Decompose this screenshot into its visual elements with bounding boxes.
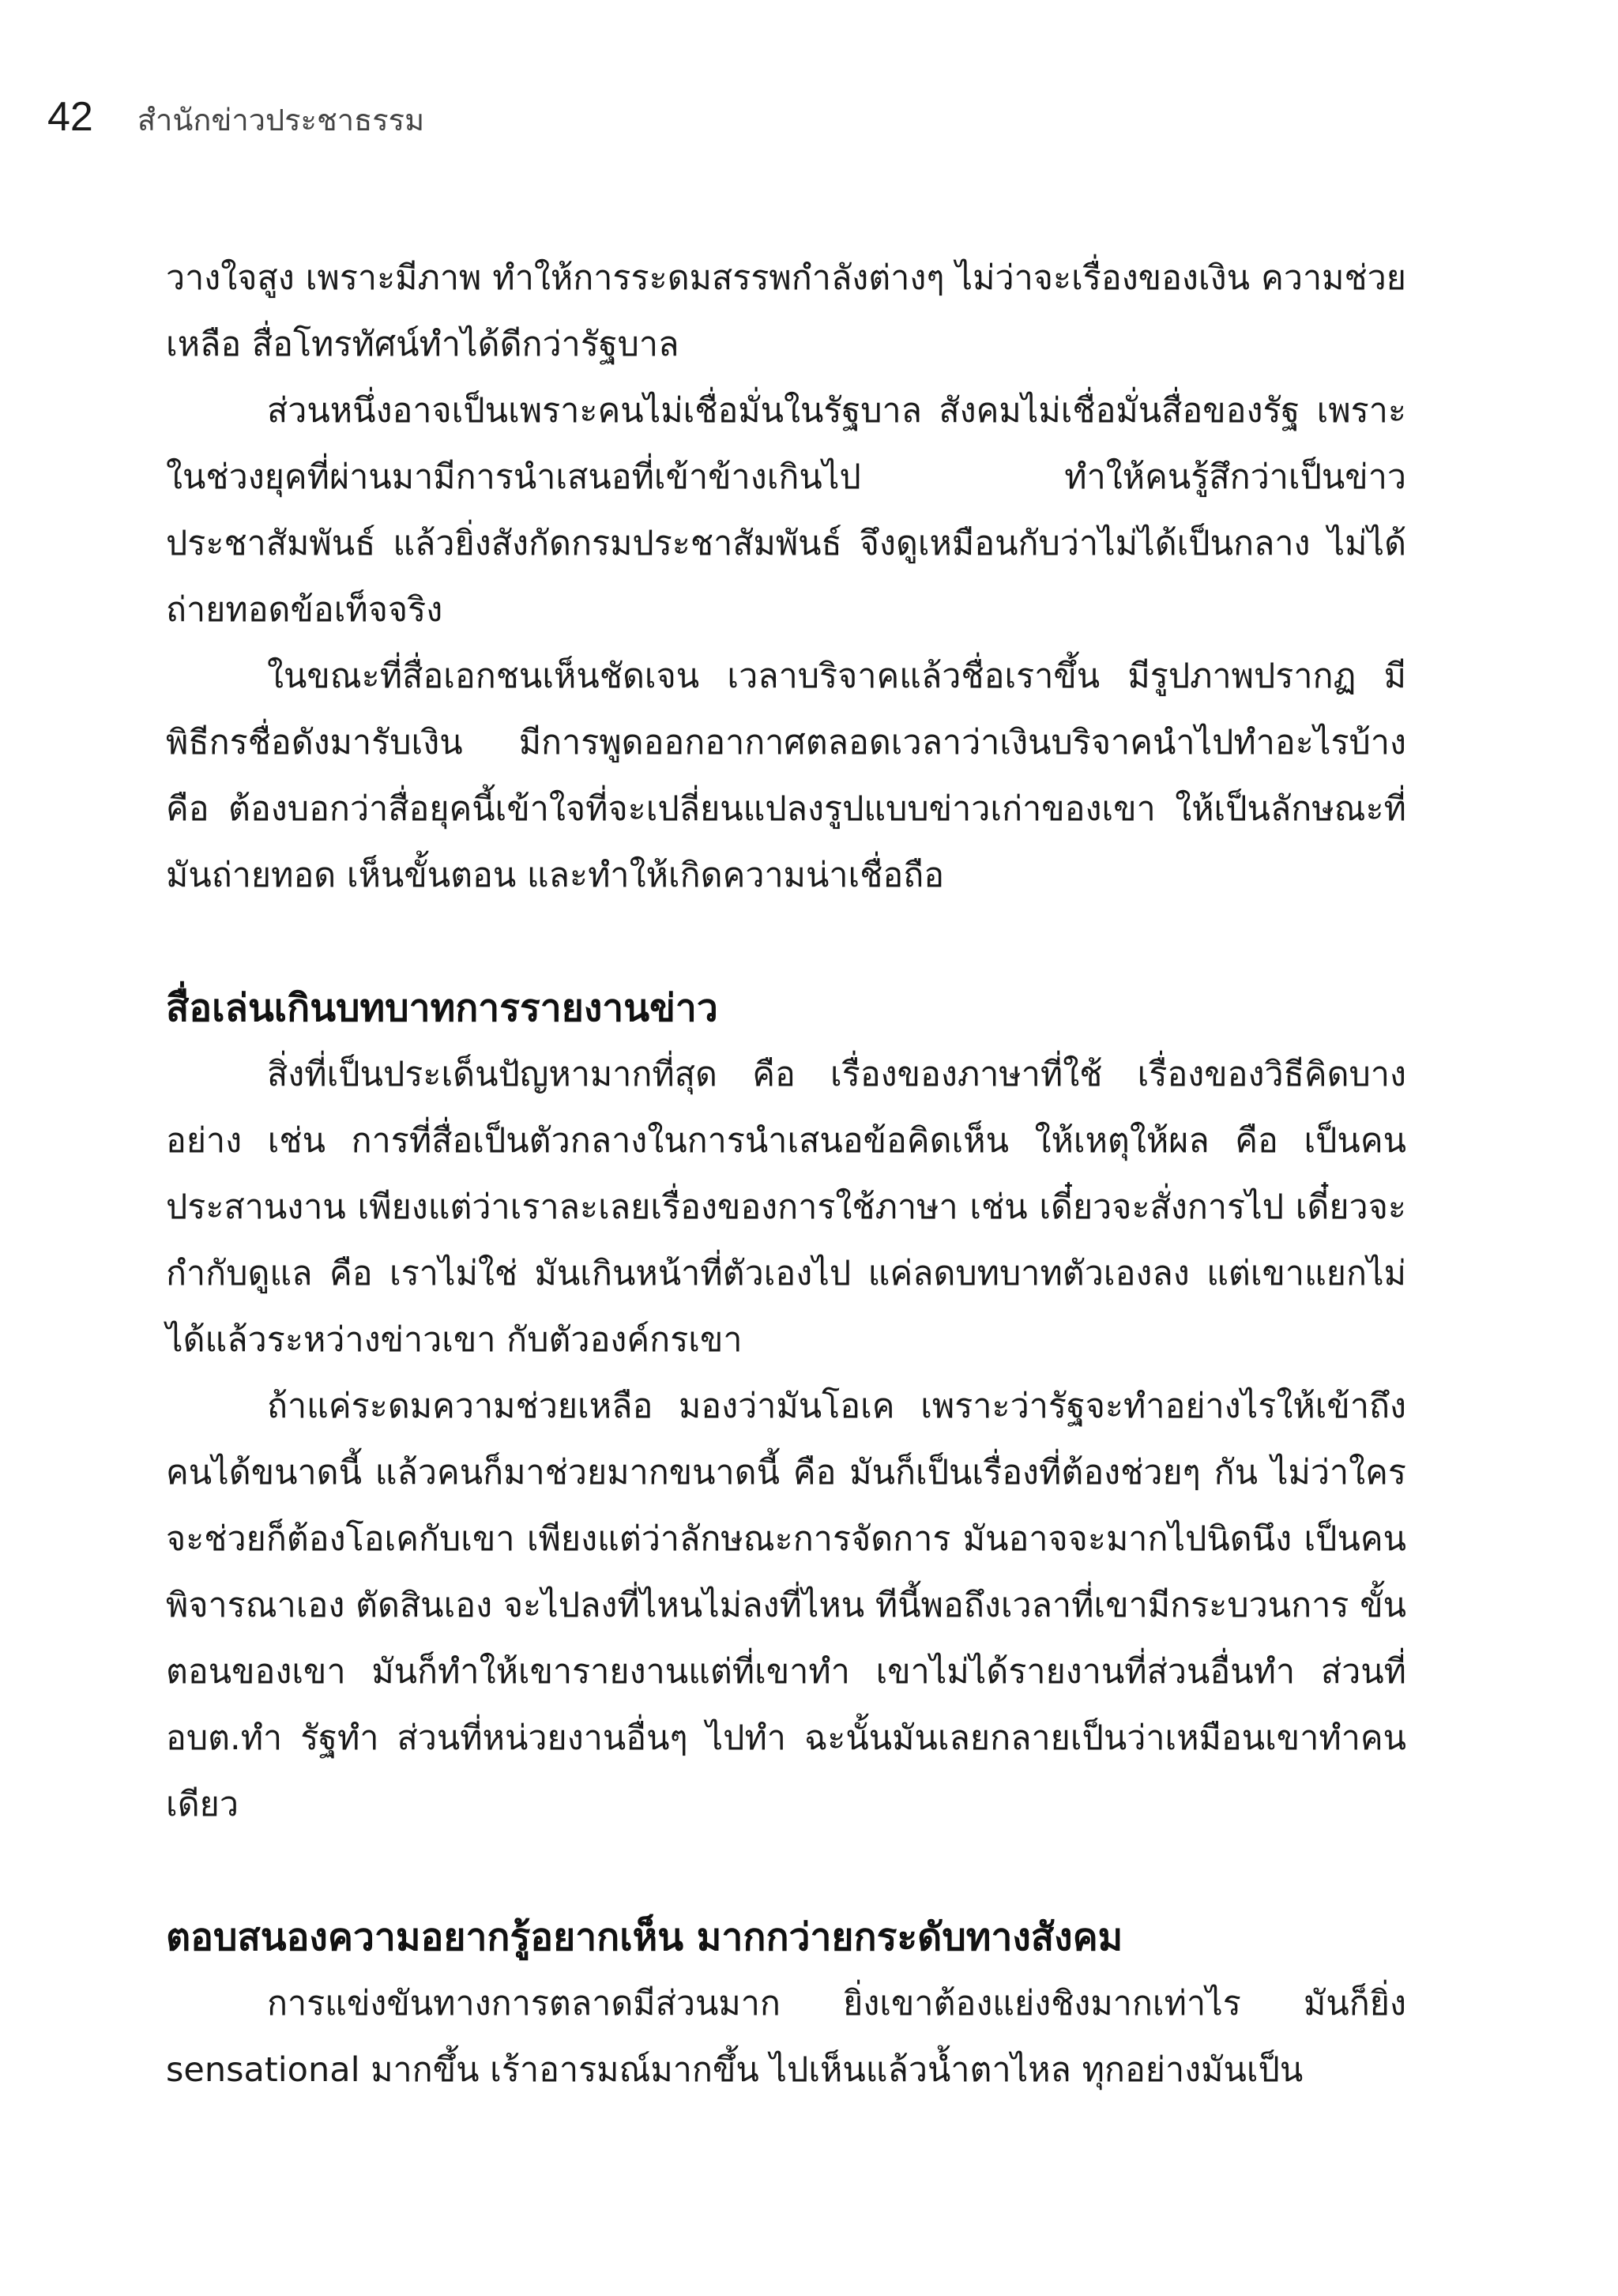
paragraph-6: การแข่งขันทางการตลาดมีส่วนมาก ยิ่งเขาต้องแย่งชิงมากเท่าไร มันก็ยิ่ง sensational มากขึ้น เร้าอารมณ์มากขึ้น ไปเห็นแล้วน้ำตาไหล ทุกอย่างมันเป็น — [166, 1984, 1406, 2090]
running-head: สำนักข่าวประชาธรรม — [137, 103, 425, 137]
page-header — [47, 93, 424, 144]
paragraph-2: ส่วนหนึ่งอาจเป็นเพราะคนไม่เชื่อมั่นในรัฐบาล สังคมไม่เชื่อมั่นสื่อของรัฐ เพราะในช่วงยุคที่ผ่านมามีการนำเสนอที่เข้าข้างเกินไป ทำให้คนรู้สึกว่าเป็นข่าวประชาสัมพันธ์ แล้วยิ่งสังกัดกรมประชาสัมพันธ์ จึงดูเหมือนกับว่าไม่ได้เป็นกลาง ไม่ได้ถ่ายทอดข้อเท็จจริง — [166, 391, 1406, 630]
paragraph-1: วางใจสูง เพราะมีภาพ ทำให้การระดมสรรพกำลังต่างๆ ไม่ว่าจะเรื่องของเงิน ความช่วยเหลือ สื่อโทรทัศน์ทำได้ดีกว่ารัฐบาล — [166, 258, 1406, 364]
paragraph-4: สิ่งที่เป็นประเด็นปัญหามากที่สุด คือ เรื่องของภาษาที่ใช้ เรื่องของวิธีคิดบางอย่าง เช่น การที่สื่อเป็นตัวกลางในการนำเสนอข้อคิดเห็น ให้เหตุให้ผล คือ เป็นคนประสานงาน เพียงแต่ว่าเราละเลยเรื่องของการใช้ภาษา เช่น เดี๋ยวจะสั่งการไป เดี๋ยวจะกำกับดูแล คือ เราไม่ใช่ มันเกินหน้าที่ตัวเองไป แค่ลดบทบาทตัวเองลง แต่เขาแยกไม่ได้แล้วระหว่างข่าวเขา กับตัวองค์กรเขา — [166, 1055, 1406, 1360]
page-number: 42 — [47, 94, 93, 140]
section-heading-1: สื่อเล่นเกินบทบาทการรายงานข่าว — [166, 986, 718, 1030]
body-text — [166, 245, 1406, 2103]
paragraph-3: ในขณะที่สื่อเอกชนเห็นชัดเจน เวลาบริจาคแล้วชื่อเราขึ้น มีรูปภาพปรากฏ มีพิธีกรชื่อดังมารับเงิน มีการพูดออกอากาศตลอดเวลาว่าเงินบริจาคนำไปทำอะไรบ้าง คือ ต้องบอกว่าสื่อยุคนี้เข้าใจที่จะเปลี่ยนแปลงรูปแบบข่าวเก่าของเขา ให้เป็นลักษณะที่มันถ่ายทอด เห็นขั้นตอน และทำให้เกิดความน่าเชื่อถือ — [166, 657, 1406, 895]
paragraph-5: ถ้าแค่ระดมความช่วยเหลือ มองว่ามันโอเค เพราะว่ารัฐจะทำอย่างไรให้เข้าถึงคนได้ขนาดนี้ แล้วคนก็มาช่วยมากขนาดนี้ คือ มันก็เป็นเรื่องที่ต้องช่วยๆ กัน ไม่ว่าใครจะช่วยก็ต้องโอเคกับเขา เพียงแต่ว่าลักษณะการจัดการ มันอาจจะมากไปนิดนึง เป็นคนพิจารณาเอง ตัดสินเอง จะไปลงที่ไหนไม่ลงที่ไหน ทีนี้พอถึงเวลาที่เขามีกระบวนการ ขั้นตอนของเขา มันก็ทำให้เขารายงานแต่ที่เขาทำ เขาไม่ได้รายงานที่ส่วนอื่นทำ ส่วนที่ อบต.ทำ รัฐทำ ส่วนที่หน่วยงานอื่นๆ ไปทำ ฉะนั้นมันเลยกลายเป็นว่าเหมือนเขาทำคนเดียว — [166, 1387, 1406, 1824]
section-heading-2: ตอบสนองความอยากรู้อยากเห็น มากกว่ายกระดับทางสังคม — [166, 1915, 1123, 1959]
